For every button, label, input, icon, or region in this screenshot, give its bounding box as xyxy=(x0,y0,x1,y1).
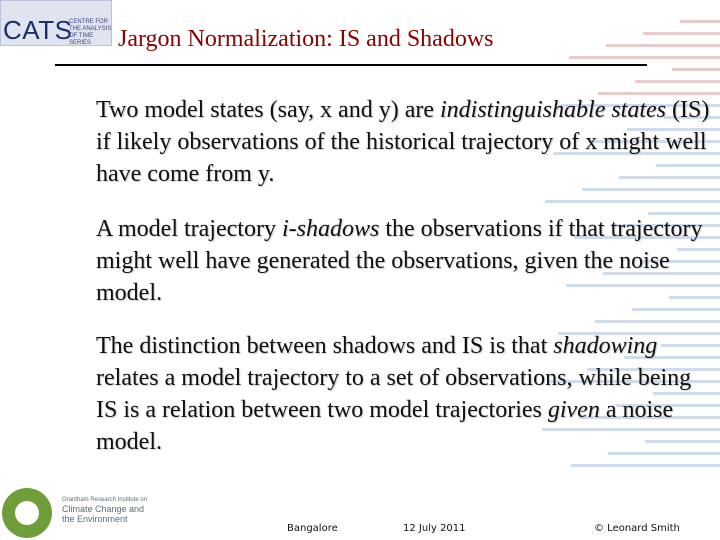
text-run: Two model states (say, x and y) are xyxy=(96,97,440,123)
decorative-stripe xyxy=(571,464,720,467)
decorative-stripe xyxy=(606,44,720,47)
decorative-stripe xyxy=(635,80,720,83)
text-run: the observations if that trajectory might well have generated the observations, given the noise model. xyxy=(96,216,703,306)
text-run: (IS) if likely observations of the historical trajectory of x might well have come from y. xyxy=(96,97,710,187)
text-run: relates a model trajectory to a set of observations, while being IS is a relation between two model trajectories xyxy=(96,365,692,423)
text-run: The distinction between shadows and IS is that xyxy=(96,333,554,359)
emphasized-text: given xyxy=(547,397,600,423)
decorative-stripe xyxy=(643,32,720,35)
text-run: A model trajectory xyxy=(96,216,282,242)
cats-logo xyxy=(0,0,112,46)
text-run: a noise model. xyxy=(96,397,674,455)
emphasized-text: shadowing xyxy=(553,333,658,359)
cats-logo-subtitle-line: THE ANALYSIS xyxy=(69,26,112,32)
grantham-institute-logo xyxy=(0,486,180,540)
emphasized-text: i-shadows xyxy=(281,216,380,242)
footer-author: © Leonard Smith xyxy=(594,523,680,534)
decorative-stripe xyxy=(569,56,720,59)
grantham-emblem-icon xyxy=(2,488,52,538)
slide-title: Jargon Normalization: IS and Shadows xyxy=(118,26,494,52)
cats-logo-subtitle-line: CENTRE FOR xyxy=(69,19,108,25)
grantham-line-2: Climate Change and xyxy=(62,504,145,514)
footer-location: Bangalore xyxy=(287,523,338,534)
cats-logo-subtitle xyxy=(69,19,113,47)
decorative-stripe xyxy=(545,200,720,203)
decorative-stripe xyxy=(680,20,720,23)
cats-logo-subtitle-line: OF TIME SERIES xyxy=(69,33,94,46)
paragraph-distinction xyxy=(96,330,716,458)
title-underline xyxy=(55,64,647,66)
grantham-logo-text xyxy=(62,496,147,524)
paragraph-i-shadows xyxy=(96,213,716,309)
grantham-line-3: the Environment xyxy=(62,514,128,524)
cats-logo-letters: CATS xyxy=(3,15,73,45)
decorative-stripe xyxy=(595,320,720,323)
footer-date: 12 July 2011 xyxy=(403,523,466,534)
emphasized-text: indistinguishable states xyxy=(440,97,667,123)
grantham-line-1: Grantham Research Institute on xyxy=(62,497,148,503)
paragraph-indistinguishable-states xyxy=(96,94,716,190)
decorative-stripe xyxy=(672,68,720,71)
